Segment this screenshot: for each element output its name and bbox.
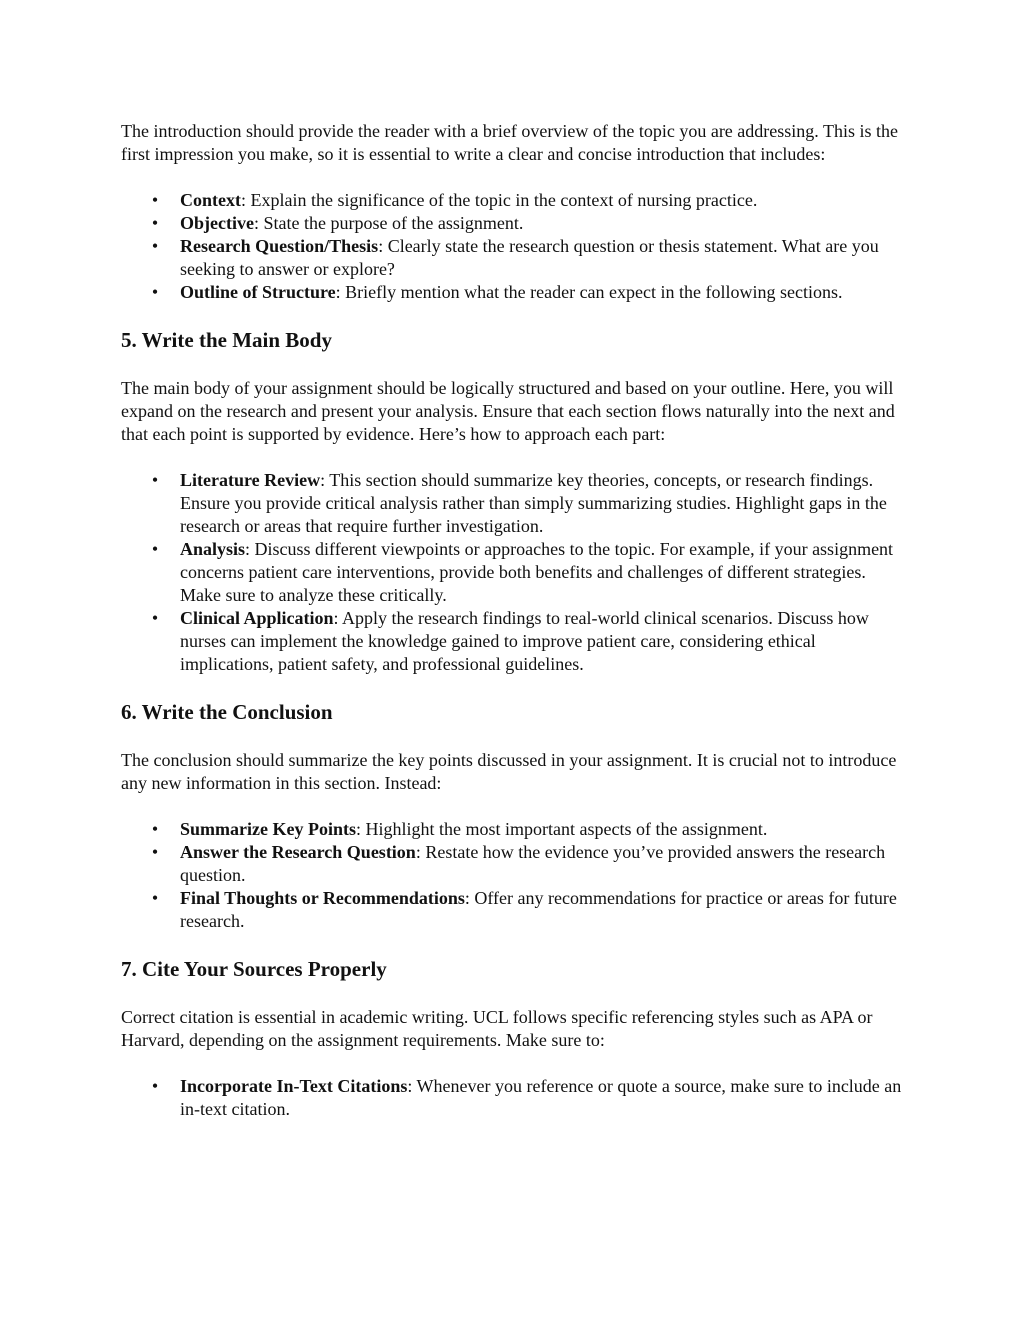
bullet-icon: • bbox=[151, 470, 159, 490]
list-item bbox=[121, 841, 911, 887]
list-item bbox=[121, 189, 911, 212]
main-body-paragraph: The main body of your assignment should be logically structured and based on your outline. Here, you will expand on the research and present your analysis. Ensure that each section flows naturally into the next and that each point is supported by evidence. Here’s how to approach each part: bbox=[121, 378, 895, 444]
conclusion-heading: 6. Write the Conclusion bbox=[121, 700, 333, 724]
intro-list bbox=[121, 189, 911, 304]
item-term: Answer the Research Question bbox=[180, 842, 416, 862]
citations-heading: 7. Cite Your Sources Properly bbox=[121, 957, 387, 981]
item-term: Objective bbox=[180, 213, 254, 233]
item-text: : Briefly mention what the reader can expect in the following sections. bbox=[335, 282, 843, 302]
list-item bbox=[121, 538, 911, 607]
item-text: : Explain the significance of the topic in the context of nursing practice. bbox=[241, 190, 758, 210]
item-term: Context bbox=[180, 190, 241, 210]
bullet-icon: • bbox=[151, 282, 159, 302]
citations-paragraph: Correct citation is essential in academic writing. UCL follows specific referencing styles such as APA or Harvard, depending on the assignment requirements. Make sure to: bbox=[121, 1007, 873, 1050]
conclusion-paragraph: The conclusion should summarize the key points discussed in your assignment. It is crucial not to introduce any new information in this section. Instead: bbox=[121, 750, 897, 793]
bullet-icon: • bbox=[151, 1076, 159, 1096]
intro-paragraph: The introduction should provide the reader with a brief overview of the topic you are addressing. This is the first impression you make, so it is essential to write a clear and concise introduction that includes: bbox=[121, 121, 898, 164]
item-text: : Apply the research findings to real-world clinical scenarios. Discuss how nurses can implement the knowledge gained to improve patient care, considering ethical implications, patient safety, and professional guidelines. bbox=[180, 608, 869, 674]
document-page bbox=[121, 120, 911, 1121]
bullet-icon: • bbox=[151, 608, 159, 628]
item-term: Final Thoughts or Recommendations bbox=[180, 888, 465, 908]
item-term: Incorporate In-Text Citations bbox=[180, 1076, 408, 1096]
item-text: : Clearly state the research question or thesis statement. What are you seeking to answer or explore? bbox=[180, 236, 879, 279]
list-item bbox=[121, 235, 911, 281]
list-item bbox=[121, 607, 911, 676]
item-text: : This section should summarize key theories, concepts, or research findings. Ensure you provide critical analysis rather than simply summarizing studies. Highlight gaps in the research or areas that require further investigation. bbox=[180, 470, 887, 536]
item-text: : Whenever you reference or quote a source, make sure to include an in-text citation. bbox=[180, 1076, 902, 1119]
bullet-icon: • bbox=[151, 213, 159, 233]
item-text: : State the purpose of the assignment. bbox=[253, 213, 524, 233]
item-term: Summarize Key Points bbox=[180, 819, 356, 839]
item-term: Analysis bbox=[180, 539, 246, 559]
list-item bbox=[121, 469, 911, 538]
item-text: : Restate how the evidence you’ve provided answers the research question. bbox=[180, 842, 886, 885]
bullet-icon: • bbox=[151, 190, 159, 210]
main-body-list bbox=[121, 469, 911, 676]
list-item bbox=[121, 818, 911, 841]
item-text: : Highlight the most important aspects of the assignment. bbox=[355, 819, 768, 839]
bullet-icon: • bbox=[151, 842, 159, 862]
bullet-icon: • bbox=[151, 236, 159, 256]
list-item bbox=[121, 1075, 911, 1121]
citations-list bbox=[121, 1075, 911, 1121]
list-item bbox=[121, 212, 911, 235]
list-item bbox=[121, 887, 911, 933]
bullet-icon: • bbox=[151, 539, 159, 559]
main-body-heading: 5. Write the Main Body bbox=[121, 328, 332, 352]
item-term: Research Question/Thesis bbox=[180, 236, 379, 256]
bullet-icon: • bbox=[151, 888, 159, 908]
item-term: Clinical Application bbox=[180, 608, 334, 628]
item-term: Literature Review bbox=[180, 470, 321, 490]
item-term: Outline of Structure bbox=[180, 282, 336, 302]
list-item bbox=[121, 281, 911, 304]
bullet-icon: • bbox=[151, 819, 159, 839]
item-text: : Discuss different viewpoints or approaches to the topic. For example, if your assignment concerns patient care interventions, provide both benefits and challenges of different strategies. Make sure to analyze these critically. bbox=[180, 539, 894, 605]
item-text: : Offer any recommendations for practice or areas for future research. bbox=[180, 888, 897, 931]
conclusion-list bbox=[121, 818, 911, 933]
